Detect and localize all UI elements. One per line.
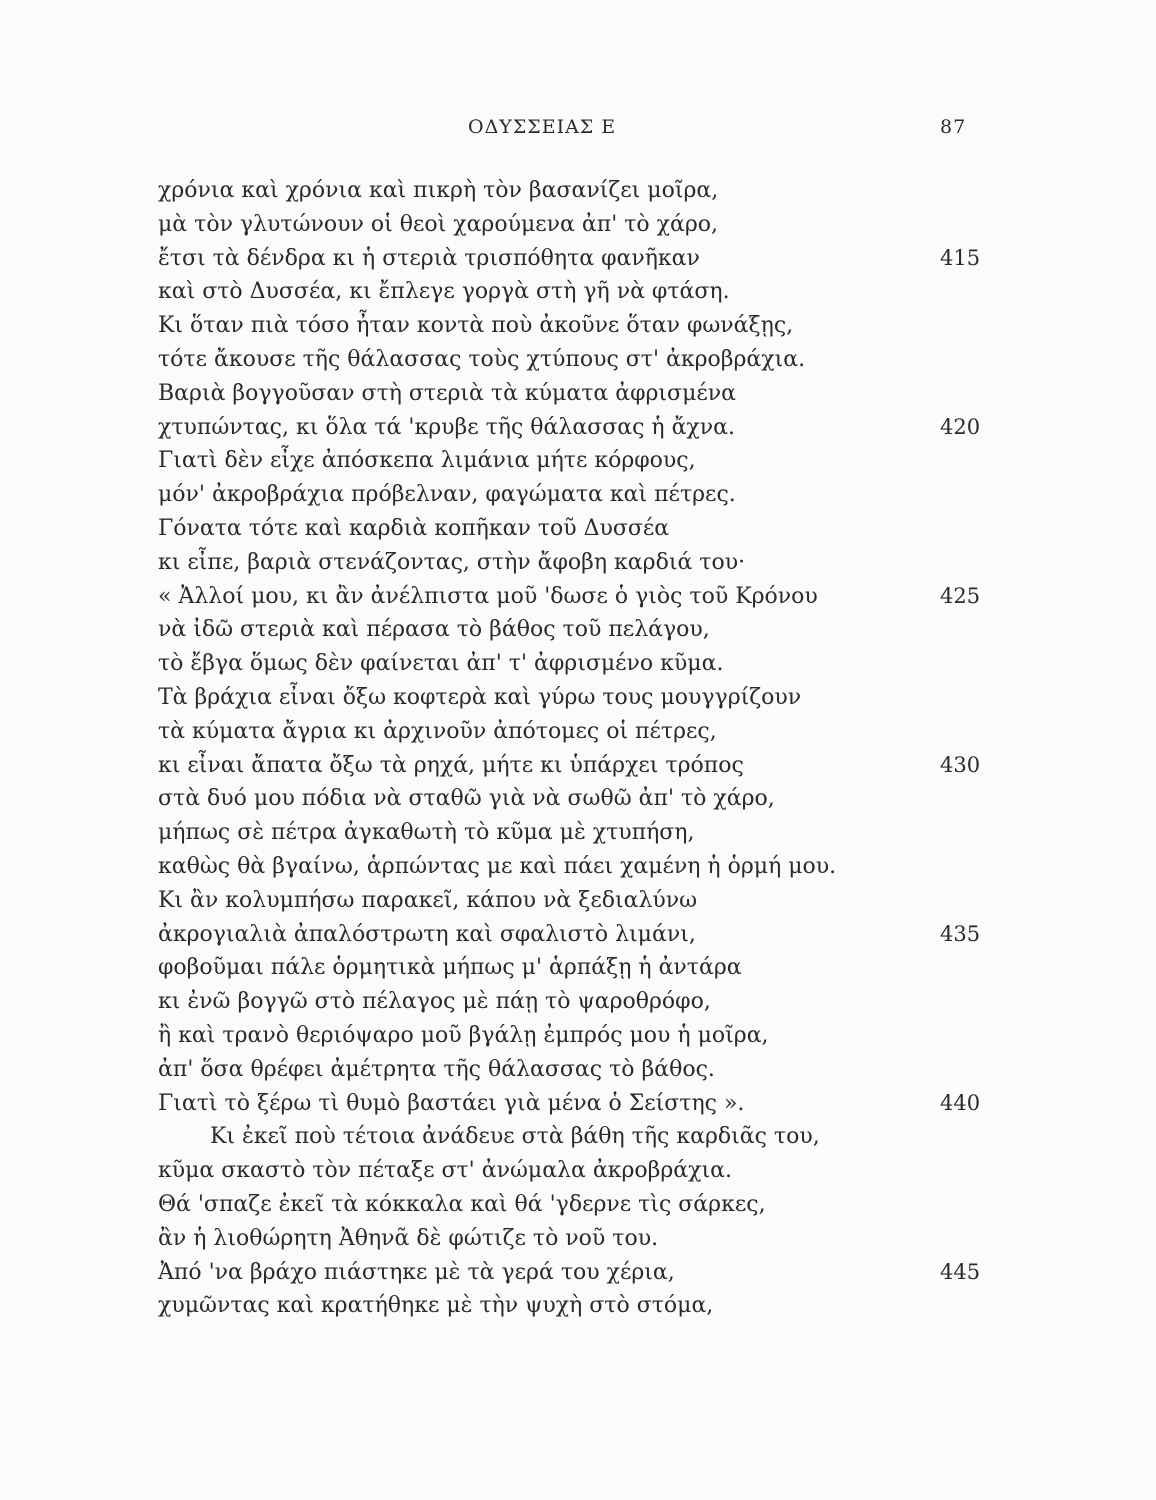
verse-text: κῦμα σκαστὸ τὸν πέταξε στ' ἀνώμαλα ἀκροβράχια. [158, 1158, 732, 1184]
verse-line [158, 275, 988, 309]
verse-text: ἀπ' ὅσα θρέφει ἀμέτρητα τῆς θάλασσας τὸ βάθος. [158, 1056, 715, 1082]
verse-line [158, 242, 988, 276]
verse-text: τότε ἄκουσε τῆς θάλασσας τοὺς χτύπους στ' ἀκροβράχια. [158, 346, 806, 372]
verse-line [158, 613, 988, 647]
verse-text: στὰ δυό μου πόδια νὰ σταθῶ γιὰ νὰ σωθῶ ἀπ' τὸ χάρο, [158, 786, 775, 812]
verse-line [158, 343, 988, 377]
verse-line [158, 1120, 988, 1154]
verse-line [158, 580, 988, 614]
verse-line [158, 1019, 988, 1053]
verse-line [158, 478, 988, 512]
running-title: ΟΔΥΣΣΕΙΑΣ Ε [468, 116, 617, 138]
verse-text: ἀκρογιαλιὰ ἀπαλόστρωτη καὶ σφαλιστὸ λιμάνι, [158, 921, 696, 947]
verse-text: Θά 'σπαζε ἐκεῖ τὰ κόκκαλα καὶ θά 'γδερνε τὶς σάρκες, [158, 1191, 766, 1217]
verse-text: ἢ καὶ τρανὸ θεριόψαρο μοῦ βγάλῃ ἐμπρός μου ἡ μοῖρα, [158, 1022, 769, 1048]
line-number: 430 [940, 752, 981, 777]
verse-line [158, 512, 988, 546]
verse-line [158, 208, 988, 242]
verse-text: κι εἶναι ἄπατα ὄξω τὰ ρηχά, μήτε κι ὑπάρχει τρόπος [158, 752, 744, 778]
verse-line [158, 850, 988, 884]
verse-line [158, 1222, 988, 1256]
verse-text: Γόνατα τότε καὶ καρδιὰ κοπῆκαν τοῦ Δυσσέα [158, 515, 670, 541]
page-header [0, 116, 1156, 140]
verse-line [158, 884, 988, 918]
verse-text: ἂν ἡ λιοθώρητη Ἀθηνᾶ δὲ φώτιζε τὸ νοῦ του. [158, 1225, 659, 1251]
verse-line [158, 951, 988, 985]
verse-line [158, 1154, 988, 1188]
verse-text: χυμῶντας καὶ κρατήθηκε μὲ τὴν ψυχὴ στὸ στόμα, [158, 1293, 714, 1319]
verse-text: ἔτσι τὰ δένδρα κι ἡ στεριὰ τρισπόθητα φανῆκαν [158, 245, 700, 271]
verse-text: Κι ὅταν πιὰ τόσο ἦταν κοντὰ ποὺ ἀκοῦνε ὅταν φωνάξῃς, [158, 313, 794, 339]
line-number: 445 [940, 1259, 981, 1284]
poem-text [158, 174, 988, 1323]
verse-text: μήπως σὲ πέτρα ἀγκαθωτὴ τὸ κῦμα μὲ χτυπήση, [158, 820, 695, 846]
verse-line [158, 1053, 988, 1087]
verse-line [158, 1256, 988, 1290]
verse-line [158, 411, 988, 445]
verse-text: χρόνια καὶ χρόνια καὶ πικρὴ τὸν βασανίζει μοῖρα, [158, 178, 719, 203]
verse-text: τὰ κύματα ἄγρια κι ἀρχινοῦν ἀπότομες οἱ πέτρες, [158, 718, 717, 744]
verse-text: μόν' ἀκροβράχια πρόβελναν, φαγώματα καὶ πέτρες. [158, 482, 736, 508]
verse-text: φοβοῦμαι πάλε ὁρμητικὰ μήπως μ' ἁρπάξῃ ἡ ἀντάρα [158, 955, 742, 981]
verse-text: καθὼς θὰ βγαίνω, ἁρπώντας με καὶ πάει χαμένη ἡ ὁρμή μου. [158, 853, 837, 879]
verse-line [158, 918, 988, 952]
verse-line [158, 985, 988, 1019]
verse-line [158, 816, 988, 850]
verse-text: Γιατὶ τὸ ξέρω τὶ θυμὸ βαστάει γιὰ μένα ὁ Σείστης ». [158, 1090, 745, 1116]
verse-line [158, 782, 988, 816]
verse-text: χτυπώντας, κι ὅλα τά 'κρυβε τῆς θάλασσας ἡ ἄχνα. [158, 414, 735, 440]
verse-text: « Ἀλλοί μου, κι ἂν ἀνέλπιστα μοῦ 'δωσε ὁ γιὸς τοῦ Κρόνου [158, 583, 818, 609]
line-number: 435 [940, 921, 981, 946]
verse-text: κι ἐνῶ βογγῶ στὸ πέλαγος μὲ πάῃ τὸ ψαροθρόφο, [158, 989, 711, 1015]
line-number: 415 [940, 245, 981, 270]
verse-line [158, 715, 988, 749]
verse-line [158, 749, 988, 783]
verse-line [158, 546, 988, 580]
verse-text: Κι ἐκεῖ ποὺ τέτοια ἀνάδευε στὰ βάθη τῆς καρδιᾶς του, [210, 1124, 820, 1150]
verse-text: νὰ ἰδῶ στεριὰ καὶ πέρασα τὸ βάθος τοῦ πελάγου, [158, 617, 710, 643]
verse-text: Ἀπό 'να βράχο πιάστηκε μὲ τὰ γερά του χέρια, [158, 1259, 675, 1285]
verse-line [158, 681, 988, 715]
verse-line [158, 1188, 988, 1222]
verse-line [158, 1087, 988, 1121]
verse-line [158, 444, 988, 478]
verse-line [158, 174, 988, 208]
verse-text: Βαριὰ βογγοῦσαν στὴ στεριὰ τὰ κύματα ἀφρισμένα [158, 380, 736, 406]
verse-text: Γιατὶ δὲν εἶχε ἀπόσκεπα λιμάνια μήτε κόρφους, [158, 448, 696, 474]
verse-line [158, 1289, 988, 1323]
verse-text: Κι ἂν κολυμπήσω παρακεῖ, κάπου νὰ ξεδιαλύνω [158, 887, 698, 913]
line-number: 425 [940, 583, 981, 608]
verse-text: μὰ τὸν γλυτώνουν οἱ θεοὶ χαρούμενα ἀπ' τὸ χάρο, [158, 211, 719, 237]
line-number: 420 [940, 414, 981, 439]
verse-text: Τὰ βράχια εἶναι ὄξω κοφτερὰ καὶ γύρω τους μουγγρίζουν [158, 684, 802, 710]
line-number: 440 [940, 1090, 981, 1115]
verse-text: τὸ ἔβγα ὅμως δὲν φαίνεται ἀπ' τ' ἀφρισμένο κῦμα. [158, 651, 724, 677]
verse-text: κι εἶπε, βαριὰ στενάζοντας, στὴν ἄφοβη καρδιά του· [158, 549, 746, 575]
page-number: 87 [940, 116, 967, 138]
verse-line [158, 377, 988, 411]
verse-text: καὶ στὸ Δυσσέα, κι ἔπλεγε γοργὰ στὴ γῆ νὰ φτάση. [158, 279, 730, 305]
verse-line [158, 309, 988, 343]
verse-line [158, 647, 988, 681]
